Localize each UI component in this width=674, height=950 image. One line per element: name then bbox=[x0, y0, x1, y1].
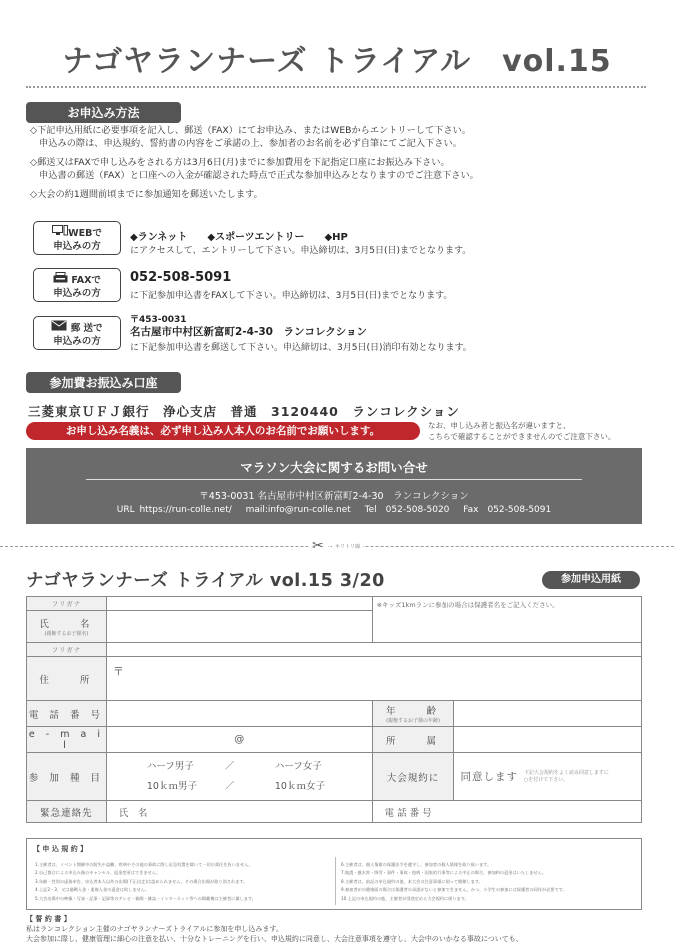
fax-icon bbox=[53, 272, 68, 287]
option-10km-men[interactable]: 10ｋｍ男子 bbox=[146, 780, 197, 792]
pledge-title: 【 誓 約 書 】 bbox=[26, 915, 71, 923]
fax-number: 052-508-5091 bbox=[130, 270, 232, 285]
phone-label: 電 話 番 号 bbox=[27, 701, 107, 727]
pledge-section bbox=[26, 914, 523, 944]
mail-method-box bbox=[33, 316, 121, 350]
rules-right-column bbox=[341, 861, 639, 903]
name-note: (親権するお子様名) bbox=[44, 631, 89, 637]
emergency-phone-input[interactable] bbox=[372, 801, 641, 823]
emergency-label: 緊急連絡先 bbox=[27, 801, 107, 823]
form-badge: 参加申込用紙 bbox=[542, 571, 640, 589]
address-label: 住 所 bbox=[27, 657, 107, 701]
option-half-women[interactable]: ハーフ女子 bbox=[274, 760, 322, 772]
application-form bbox=[26, 596, 642, 823]
email-label: e - m a i l bbox=[27, 727, 107, 753]
rule-item: 9.参加者がの健康面の場合は保護者の承諾がないと参加できません。かつ、小学生の参加には保護者の同伴が必要です。 bbox=[341, 887, 567, 893]
rule-item: 10.上記の申込規約の他、主催者が別途定める大会規約に則ります。 bbox=[341, 895, 469, 901]
rule-item: 1.主催者は、イベント開催中の紛失や盗難、疾病やその他の事故に際し応急処置を除いて一切の責任を負いません。 bbox=[35, 862, 253, 867]
mail-address: 名古屋市中村区新富町2-4-30 ランコレクション bbox=[130, 326, 368, 338]
agree-note-line: ○を付けて下さい。 bbox=[523, 777, 569, 784]
mail-zip: 〒453-0031 bbox=[130, 315, 187, 325]
contact-rule bbox=[86, 479, 582, 480]
web-box-line1: WEBで bbox=[68, 228, 102, 239]
envelope-icon bbox=[51, 320, 67, 335]
fax-method-desc: に下記参加申込書をFAXして下さい。申込締切は、3月5日(日)までとなります。 bbox=[130, 291, 453, 301]
affiliation-label: 所 属 bbox=[372, 727, 454, 753]
mail-method-desc: に下記参加申込書を郵送して下さい。申込締切は、3月5日(日)消印有効となります。 bbox=[130, 343, 472, 353]
zip-mark: 〒 bbox=[112, 665, 124, 678]
apply-line: 申込書の郵送（FAX）と口座への入金が確認された時点で正式な参加申込みとなりますのでご注意下さい。 bbox=[30, 170, 479, 181]
address-furigana-input[interactable] bbox=[106, 643, 641, 657]
emergency-phone-label: 電 話 番 号 bbox=[384, 807, 432, 819]
mail-box-line1: 郵 送で bbox=[70, 323, 103, 334]
title-divider bbox=[26, 86, 646, 88]
computer-icon bbox=[52, 225, 68, 240]
contact-panel bbox=[26, 448, 642, 524]
contact-address: 〒453-0031 名古屋市中村区新富町2-4-30 ランコレクション bbox=[199, 491, 469, 502]
rule-item: 8.主催者は、前記の申込規約の他、本大会の注意事項に則って開催します。 bbox=[341, 878, 483, 884]
option-half-men[interactable]: ハーフ男子 bbox=[146, 760, 194, 772]
rule-item: 7.地震・風水害・降雪・事件・事故・疫病・国家的行事等による中止の場合、参加料の返金はいたしません。 bbox=[341, 870, 547, 876]
apply-line: ◇下記申込用紙に必要事項を記入し、郵送（FAX）にてお申込み、またはWEBからエントリーして下さい。 bbox=[30, 125, 471, 136]
furigana-label: フリガナ bbox=[27, 643, 107, 657]
rules-label: 大会規約に bbox=[372, 753, 454, 801]
web-method-desc: にアクセスして、エントリーして下さい。申込締切は、3月5日(日)までとなります。 bbox=[130, 246, 472, 256]
apply-line: 申込みの際は、申込規約、誓約書の内容をご承諾の上、参加者のお名前を必ず自筆にてご記入下さい。 bbox=[30, 138, 462, 149]
rule-item: 2.自己都合による申込み後のキャンセル、返金変更はできません。 bbox=[35, 870, 161, 876]
rules-title: 【 申 込 規 約 】 bbox=[33, 845, 88, 853]
name-label bbox=[27, 611, 107, 643]
age-label bbox=[372, 701, 454, 727]
phone-input[interactable] bbox=[106, 701, 372, 727]
furigana-label: フリガナ bbox=[27, 597, 107, 611]
apply-line: ◇郵送又はFAXで申し込みをされる方は3月6日(月)までに参加費用を下記指定口座にお振込み下さい。 bbox=[30, 157, 450, 168]
name-furigana-input[interactable] bbox=[106, 597, 372, 611]
age-input[interactable] bbox=[454, 701, 642, 727]
bank-heading: 参加費お振込み口座 bbox=[26, 372, 181, 393]
web-box-line2: 申込みの方 bbox=[53, 241, 101, 252]
mail-box-line2: 申込みの方 bbox=[53, 336, 101, 347]
pledge-line: 私はランコレクション主催のナゴヤランナーズトライアルに参加を申し込みます。 bbox=[26, 925, 283, 933]
cut-line-label: キリトリ線 bbox=[332, 543, 363, 550]
form-title: ナゴヤランナーズ トライアル vol.15 3/20 bbox=[26, 571, 385, 591]
name-warning-badge: お申し込み名義は、必ず申し込み人本人のお名前でお願いします。 bbox=[26, 422, 420, 440]
rule-item: 5.大会出場中の映像・写真・記事・記録等のテレビ・新聞・雑誌・インターネット等への掲載権は主催者に属します。 bbox=[35, 895, 256, 901]
bank-account: 三菱東京ＵＦＪ銀行 浄心支店 普通 3120440 ランコレクション bbox=[28, 404, 460, 419]
agree-text: 同意します bbox=[460, 770, 518, 783]
rule-item: 6.主催者は、個人情報の保護法令を遵守し、参加者の個人情報を取り扱います。 bbox=[341, 862, 492, 867]
apply-method-text bbox=[30, 124, 650, 201]
category-options bbox=[106, 753, 372, 801]
kids-note-cell[interactable] bbox=[372, 597, 641, 643]
name-warning-note bbox=[428, 420, 615, 442]
rule-item: 3.年齢・性別の虚偽申告、申込者本人以外の出場(不正出走)は認められません。その場合出場が取り消されます。 bbox=[35, 878, 248, 884]
note-line: こちらで確認することができませんのでご注意下さい。 bbox=[428, 432, 616, 441]
web-method-title: ◆ランネット ◆スポーツエントリー ◆HP bbox=[130, 232, 348, 243]
agree-note-line: 下記大会規約をよく読み同意しますに bbox=[523, 770, 609, 777]
application-rules-box bbox=[26, 838, 642, 910]
agree-note bbox=[524, 770, 609, 784]
page-title: ナゴヤランナーズ トライアル vol.15 bbox=[62, 44, 612, 79]
emergency-name-input[interactable] bbox=[106, 801, 372, 823]
at-mark: @ bbox=[234, 734, 245, 745]
fax-method-box bbox=[33, 268, 121, 302]
apply-line: ◇大会の約1週間前頃までに参加通知を郵送いたします。 bbox=[30, 189, 263, 200]
rule-item: 4.上記2・3、又は過剰入金・重複入金の返金は致しません。 bbox=[35, 887, 150, 893]
apply-method-heading: お申込み方法 bbox=[26, 102, 181, 123]
scissors-icon: ✂ bbox=[308, 538, 328, 554]
option-10km-women[interactable]: 10ｋｍ女子 bbox=[274, 780, 325, 792]
rules-divider bbox=[335, 857, 336, 905]
contact-details: URL https://run-colle.net/ mail:info@run-colle.net Tel 052-508-5020 Fax 052-508-5091 bbox=[116, 505, 552, 515]
kids-note: ※キッズ1kmランに参加の場合は保護者名をご記入ください。 bbox=[376, 601, 559, 609]
email-input[interactable] bbox=[106, 727, 372, 753]
note-line: なお、申し込み者と振込名が違いますと、 bbox=[428, 421, 571, 430]
age-note: (親権するお子様の年齢) bbox=[386, 718, 440, 724]
contact-heading: マラソン大会に関するお問い合せ bbox=[240, 460, 428, 475]
web-method-box bbox=[33, 221, 121, 255]
name-label-text: 氏 名 bbox=[39, 619, 94, 630]
pledge-line: 大会参加に際し、健康管理に細心の注意を払い、十分なトレーニングを行い、申込規約に同意し、大会注意事項を遵守し、大会中のいかなる事故についても、 bbox=[26, 935, 523, 943]
category-label: 参 加 種 目 bbox=[27, 753, 107, 801]
option-slash: ／ bbox=[224, 780, 235, 792]
name-input[interactable] bbox=[106, 611, 372, 643]
address-input[interactable] bbox=[106, 657, 641, 701]
option-slash: ／ bbox=[224, 760, 235, 772]
fax-box-line2: 申込みの方 bbox=[53, 288, 101, 299]
rules-left-column bbox=[35, 861, 331, 903]
age-label-text: 年 齢 bbox=[386, 706, 441, 717]
emergency-name-label: 氏 名 bbox=[118, 807, 148, 819]
rules-agree-cell[interactable] bbox=[454, 753, 642, 801]
affiliation-input[interactable] bbox=[454, 727, 642, 753]
fax-box-line1: FAXで bbox=[71, 275, 101, 286]
